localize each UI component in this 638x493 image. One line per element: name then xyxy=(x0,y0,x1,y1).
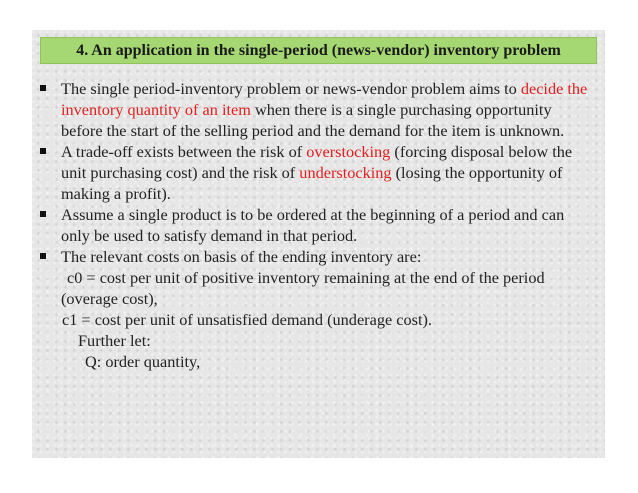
square-bullet-icon xyxy=(40,253,46,259)
bullet-text: Assume a single product is to be ordered at the beginning of a period and can only be used to satisfy demand in that period. xyxy=(61,205,565,245)
c0-definition-cont: (overage cost), xyxy=(61,289,158,308)
c1-definition: c1 = cost per unit of unsatisfied demand (underage cost). xyxy=(62,310,432,329)
bullet-text: The relevant costs on basis of the ending inventory are: xyxy=(61,247,422,266)
order-quantity-definition: Q: order quantity, xyxy=(85,352,201,371)
square-bullet-icon xyxy=(40,85,46,91)
bullet-item xyxy=(40,246,596,267)
c0-definition: c0 = cost per unit of positive inventory remaining at the end of the period xyxy=(67,268,545,287)
further-let: Further let: xyxy=(78,331,151,350)
bullet-item xyxy=(40,204,596,246)
bullet-text: (losing the opportunity of making a profit). xyxy=(61,163,563,203)
highlight-text: overstocking xyxy=(306,142,391,161)
bullet-text: A trade-off exists between the risk of xyxy=(61,142,307,161)
slide-content xyxy=(40,78,596,372)
square-bullet-icon xyxy=(40,148,46,154)
square-bullet-icon xyxy=(40,211,46,217)
highlight-text: decide the inventory quantity of an item xyxy=(61,79,588,119)
bullet-text: when there is a single purchasing opportunity before the start of the selling period and the demand for the item is unknown. xyxy=(61,100,565,140)
bullet-item xyxy=(40,78,596,141)
slide xyxy=(32,30,605,458)
bullet-text: The single period-inventory problem or news-vendor problem aims to xyxy=(61,79,521,98)
title-bar xyxy=(40,37,597,64)
bullet-text: (forcing disposal below the unit purchasing cost) and the risk of xyxy=(61,142,573,182)
slide-title: 4. An application in the single-period (news-vendor) inventory problem xyxy=(76,41,561,59)
highlight-text: understocking xyxy=(299,163,392,182)
bullet-item xyxy=(40,141,596,204)
